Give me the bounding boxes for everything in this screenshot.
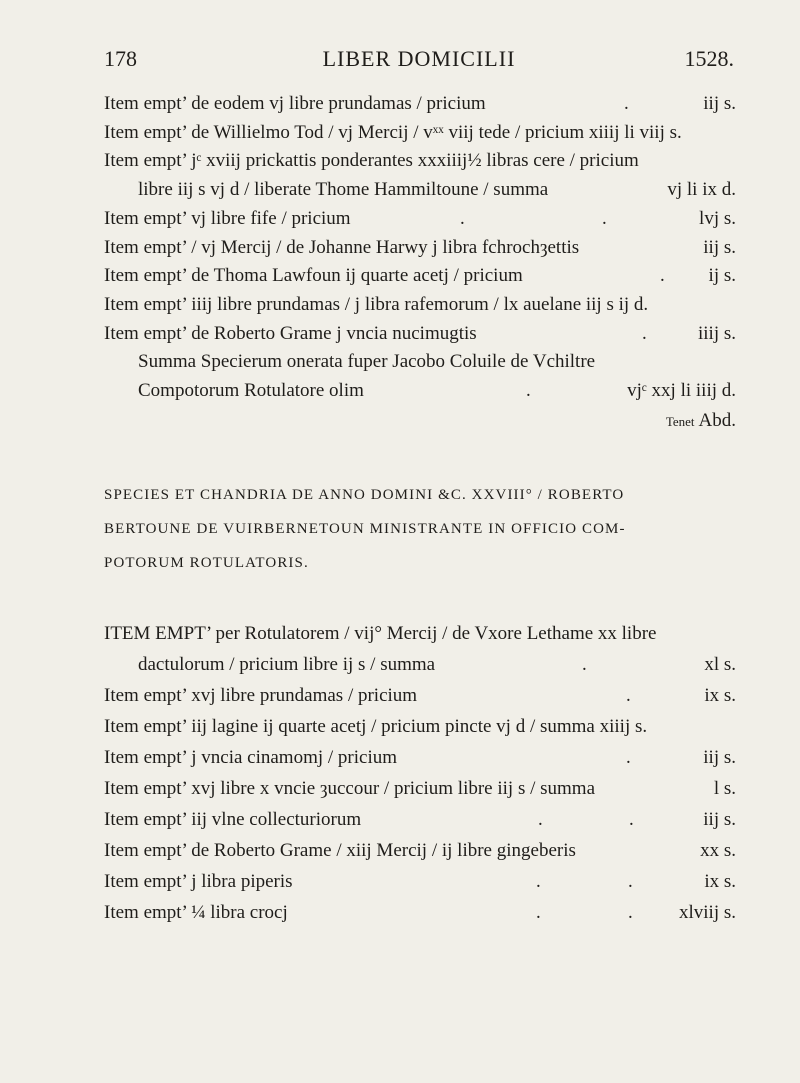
leader-dot: . bbox=[624, 93, 629, 114]
entry-text: ITEM EMPT’ per Rotulatorem / vij° Mercij / de Vxore Lethame xx libre bbox=[104, 623, 657, 644]
tenet-value: Abd. bbox=[698, 410, 736, 431]
entry-line bbox=[104, 871, 736, 901]
tenet-note bbox=[666, 410, 736, 432]
entry-text: Item empt’ xvj libre x vncie ȝuccour / pricium libre iij s / summa bbox=[104, 778, 596, 799]
summa-amount: vjᶜ xxj li iiij d. bbox=[627, 380, 736, 401]
tenet-line bbox=[104, 410, 736, 440]
entry-amount: xx s. bbox=[700, 840, 736, 861]
entry-line bbox=[104, 294, 736, 324]
entry-text: Item empt’ iij vlne collecturiorum bbox=[104, 809, 362, 830]
entry-line bbox=[104, 122, 736, 152]
entry-text: dactulorum / pricium libre ij s / summa bbox=[138, 654, 436, 675]
entry-line bbox=[104, 809, 736, 839]
entry-line bbox=[104, 902, 736, 932]
entry-text: Item empt’ / vj Mercij / de Johanne Harwy j libra fchrochȝettis bbox=[104, 237, 580, 258]
leader-dot: . bbox=[628, 902, 633, 923]
leader-dot: . bbox=[628, 871, 633, 892]
entry-line bbox=[104, 237, 736, 267]
entry-text: Item empt’ xvj libre prundamas / pricium bbox=[104, 685, 418, 706]
leader-dot: . bbox=[660, 265, 665, 286]
entry-amount: iij s. bbox=[703, 747, 736, 768]
leader-dot: . bbox=[602, 208, 607, 229]
entry-amount: xl s. bbox=[704, 654, 736, 675]
leader-dot: . bbox=[626, 685, 631, 706]
entry-line bbox=[104, 150, 736, 180]
entry-line bbox=[104, 716, 736, 746]
entry-text: Item empt’ de eodem vj libre prundamas / pricium bbox=[104, 93, 486, 114]
summa-text: Summa Specierum onerata fuper Jacobo Coluile de Vchiltre bbox=[138, 351, 596, 372]
entry-line bbox=[104, 778, 736, 808]
leader-dot: . bbox=[642, 323, 647, 344]
entry-line bbox=[104, 840, 736, 870]
entry-line bbox=[104, 323, 736, 353]
leader-dot: . bbox=[460, 208, 465, 229]
entry-amount: iij s. bbox=[703, 237, 736, 258]
leader-dot: . bbox=[582, 654, 587, 675]
entry-text: Item empt’ vj libre fife / pricium bbox=[104, 208, 351, 229]
entry-text: Item empt’ iiij libre prundamas / j libra rafemorum / lx auelane iij s ij d. bbox=[104, 294, 649, 315]
entry-text: Item empt’ j vncia cinamomj / pricium bbox=[104, 747, 398, 768]
entry-text: Item empt’ iij lagine ij quarte acetj / pricium pincte vj d / summa xiiij s. bbox=[104, 716, 648, 737]
entry-line bbox=[104, 747, 736, 777]
entry-text: Item empt’ jᶜ xviij prickattis ponderantes xxxiiij½ libras cere / pricium bbox=[104, 150, 639, 171]
entry-amount: ix s. bbox=[704, 871, 736, 892]
entry-amount: lvj s. bbox=[699, 208, 736, 229]
page-year: 1528. bbox=[684, 46, 734, 71]
leader-dot: . bbox=[526, 380, 531, 401]
entry-text: Item empt’ de Roberto Grame / xiij Mercij / ij libre gingeberis bbox=[104, 840, 576, 861]
entry-amount: xlviij s. bbox=[678, 902, 736, 923]
entry-amount: ix s. bbox=[704, 685, 736, 706]
entry-line bbox=[104, 93, 736, 123]
entry-amount: iij s. bbox=[703, 93, 736, 114]
leader-dot: . bbox=[536, 871, 541, 892]
leader-dot: . bbox=[626, 747, 631, 768]
entry-line bbox=[138, 179, 736, 209]
entry-line bbox=[104, 265, 736, 295]
entry-amount: iiij s. bbox=[697, 323, 736, 344]
entry-line bbox=[104, 623, 736, 653]
entry-text: Item empt’ j libra piperis bbox=[104, 871, 293, 892]
entry-amount: vj li ix d. bbox=[667, 179, 736, 200]
entry-text: libre iij s vj d / liberate Thome Hammiltoune / summa bbox=[138, 179, 549, 200]
leader-dot: . bbox=[536, 902, 541, 923]
entry-amount: l s. bbox=[713, 778, 736, 799]
summa-line bbox=[138, 351, 736, 381]
leader-dot: . bbox=[538, 809, 543, 830]
section-heading: POTORUM ROTULATORIS. bbox=[104, 555, 309, 571]
leader-dot: . bbox=[629, 809, 634, 830]
page-header bbox=[104, 46, 734, 76]
section-heading: BERTOUNE DE VUIRBERNETOUN MINISTRANTE IN OFFICIO COM- bbox=[104, 521, 626, 537]
tenet-label: Tenet bbox=[665, 414, 695, 429]
entry-amount: ij s. bbox=[708, 265, 736, 286]
entry-text: Item empt’ ¼ libra crocj bbox=[104, 902, 288, 923]
entry-text: Item empt’ de Roberto Grame j vncia nucimugtis bbox=[104, 323, 477, 344]
entry-line bbox=[104, 208, 736, 238]
entry-text: Item empt’ de Willielmo Tod / vj Mercij / vˣˣ viij tede / pricium xiiij li viij s. bbox=[104, 122, 682, 143]
summa-line bbox=[138, 380, 736, 410]
entry-line bbox=[138, 654, 736, 684]
entry-amount: iij s. bbox=[703, 809, 736, 830]
running-title: LIBER DOMICILII bbox=[322, 46, 516, 71]
entry-line bbox=[104, 685, 736, 715]
summa-text: Compotorum Rotulatore olim bbox=[138, 380, 364, 401]
page-number: 178 bbox=[104, 46, 137, 71]
section-heading: SPECIES ET CHANDRIA DE ANNO DOMINI &C. XXVIII° / ROBERTO bbox=[104, 487, 625, 503]
entry-text: Item empt’ de Thoma Lawfoun ij quarte acetj / pricium bbox=[104, 265, 523, 286]
